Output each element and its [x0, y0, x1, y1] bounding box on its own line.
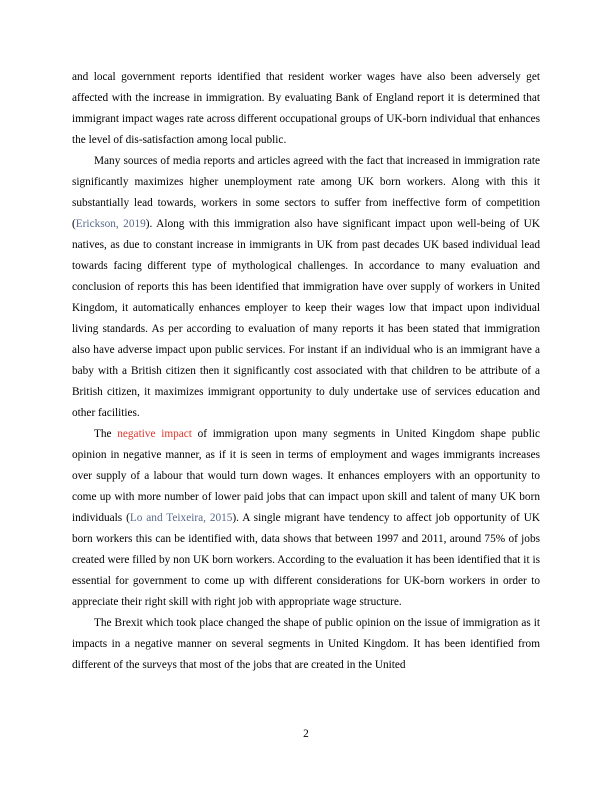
paragraph-2 [72, 151, 540, 424]
page-number: 2 [303, 728, 309, 740]
paragraph-3-text-middle: of immigration upon many segments in United Kingdom shape public opinion in negative manner, as if it is seen in terms of employment and wages immigrants increases over supply of a labour that would turn down wages. It enhances employers with an opportunity to come up with more number of lower paid jobs that can impact upon skill and talent of many UK born individuals ( [72, 428, 540, 524]
citation-lo-teixeira-2015: Lo and Teixeira, 2015 [129, 512, 233, 524]
keyword-negative-impact: negative impact [117, 428, 192, 440]
paragraph-3-text-end: ). A single migrant have tendency to affect job opportunity of UK born workers this can be identified with, data shows that between 1997 and 2011, around 75% of jobs created were filled by non UK born workers. According to the evaluation it has been identified that it is essential for government to come up with different considerations for UK-born workers in order to appreciate their right skill with right job with appropriate wage structure. [72, 512, 541, 608]
paragraph-3 [72, 424, 540, 613]
paragraph-4 [72, 613, 540, 676]
paragraph-2-text-end: ). Along with this immigration also have significant impact upon well-being of UK natives, as due to constant increase in immigrants in UK from past decades UK based individual lead towards facing different type of mythological challenges. In accordance to many evaluation and conclusion of reports this has been identified that immigration have over supply of workers in United Kingdom, it automatically enhances employer to keep their wages low that impact upon individual living standards. As per according to evaluation of many reports it has been stated that immigration also have adverse impact upon public services. For instant if an individual who is an immigrant have a baby with a British citizen then it significantly cost associated with that children to be attribute of a British citizen, it maximizes immigrant opportunity to duly undertake use of services education and other facilities. [72, 218, 540, 419]
paragraph-4-text: The Brexit which took place changed the shape of public opinion on the issue of immigration as it impacts in a negative manner on several segments in United Kingdom. It has been identified from different of the surveys that most of the jobs that are created in the United [72, 617, 540, 671]
citation-erickson-2019: Erickson, 2019 [75, 218, 146, 230]
paragraph-1 [72, 67, 540, 151]
body-text [72, 67, 540, 676]
paragraph-2-text-start: Many sources of media reports and articles agreed with the fact that increased in immigration rate significantly maximizes higher unemployment rate among UK born workers. Along with this it substantially lead towards, workers in some sectors to suffer from ineffective form of competition ( [72, 155, 540, 230]
paragraph-1-text: and local government reports identified that resident worker wages have also been adversely get affected with the increase in immigration. By evaluating Bank of England report it is determined that immigrant impact wages rate across different occupational groups of UK-born individual that enhances the level of dis-satisfaction among local public. [72, 71, 540, 146]
paragraph-3-text-start: The [94, 428, 118, 440]
